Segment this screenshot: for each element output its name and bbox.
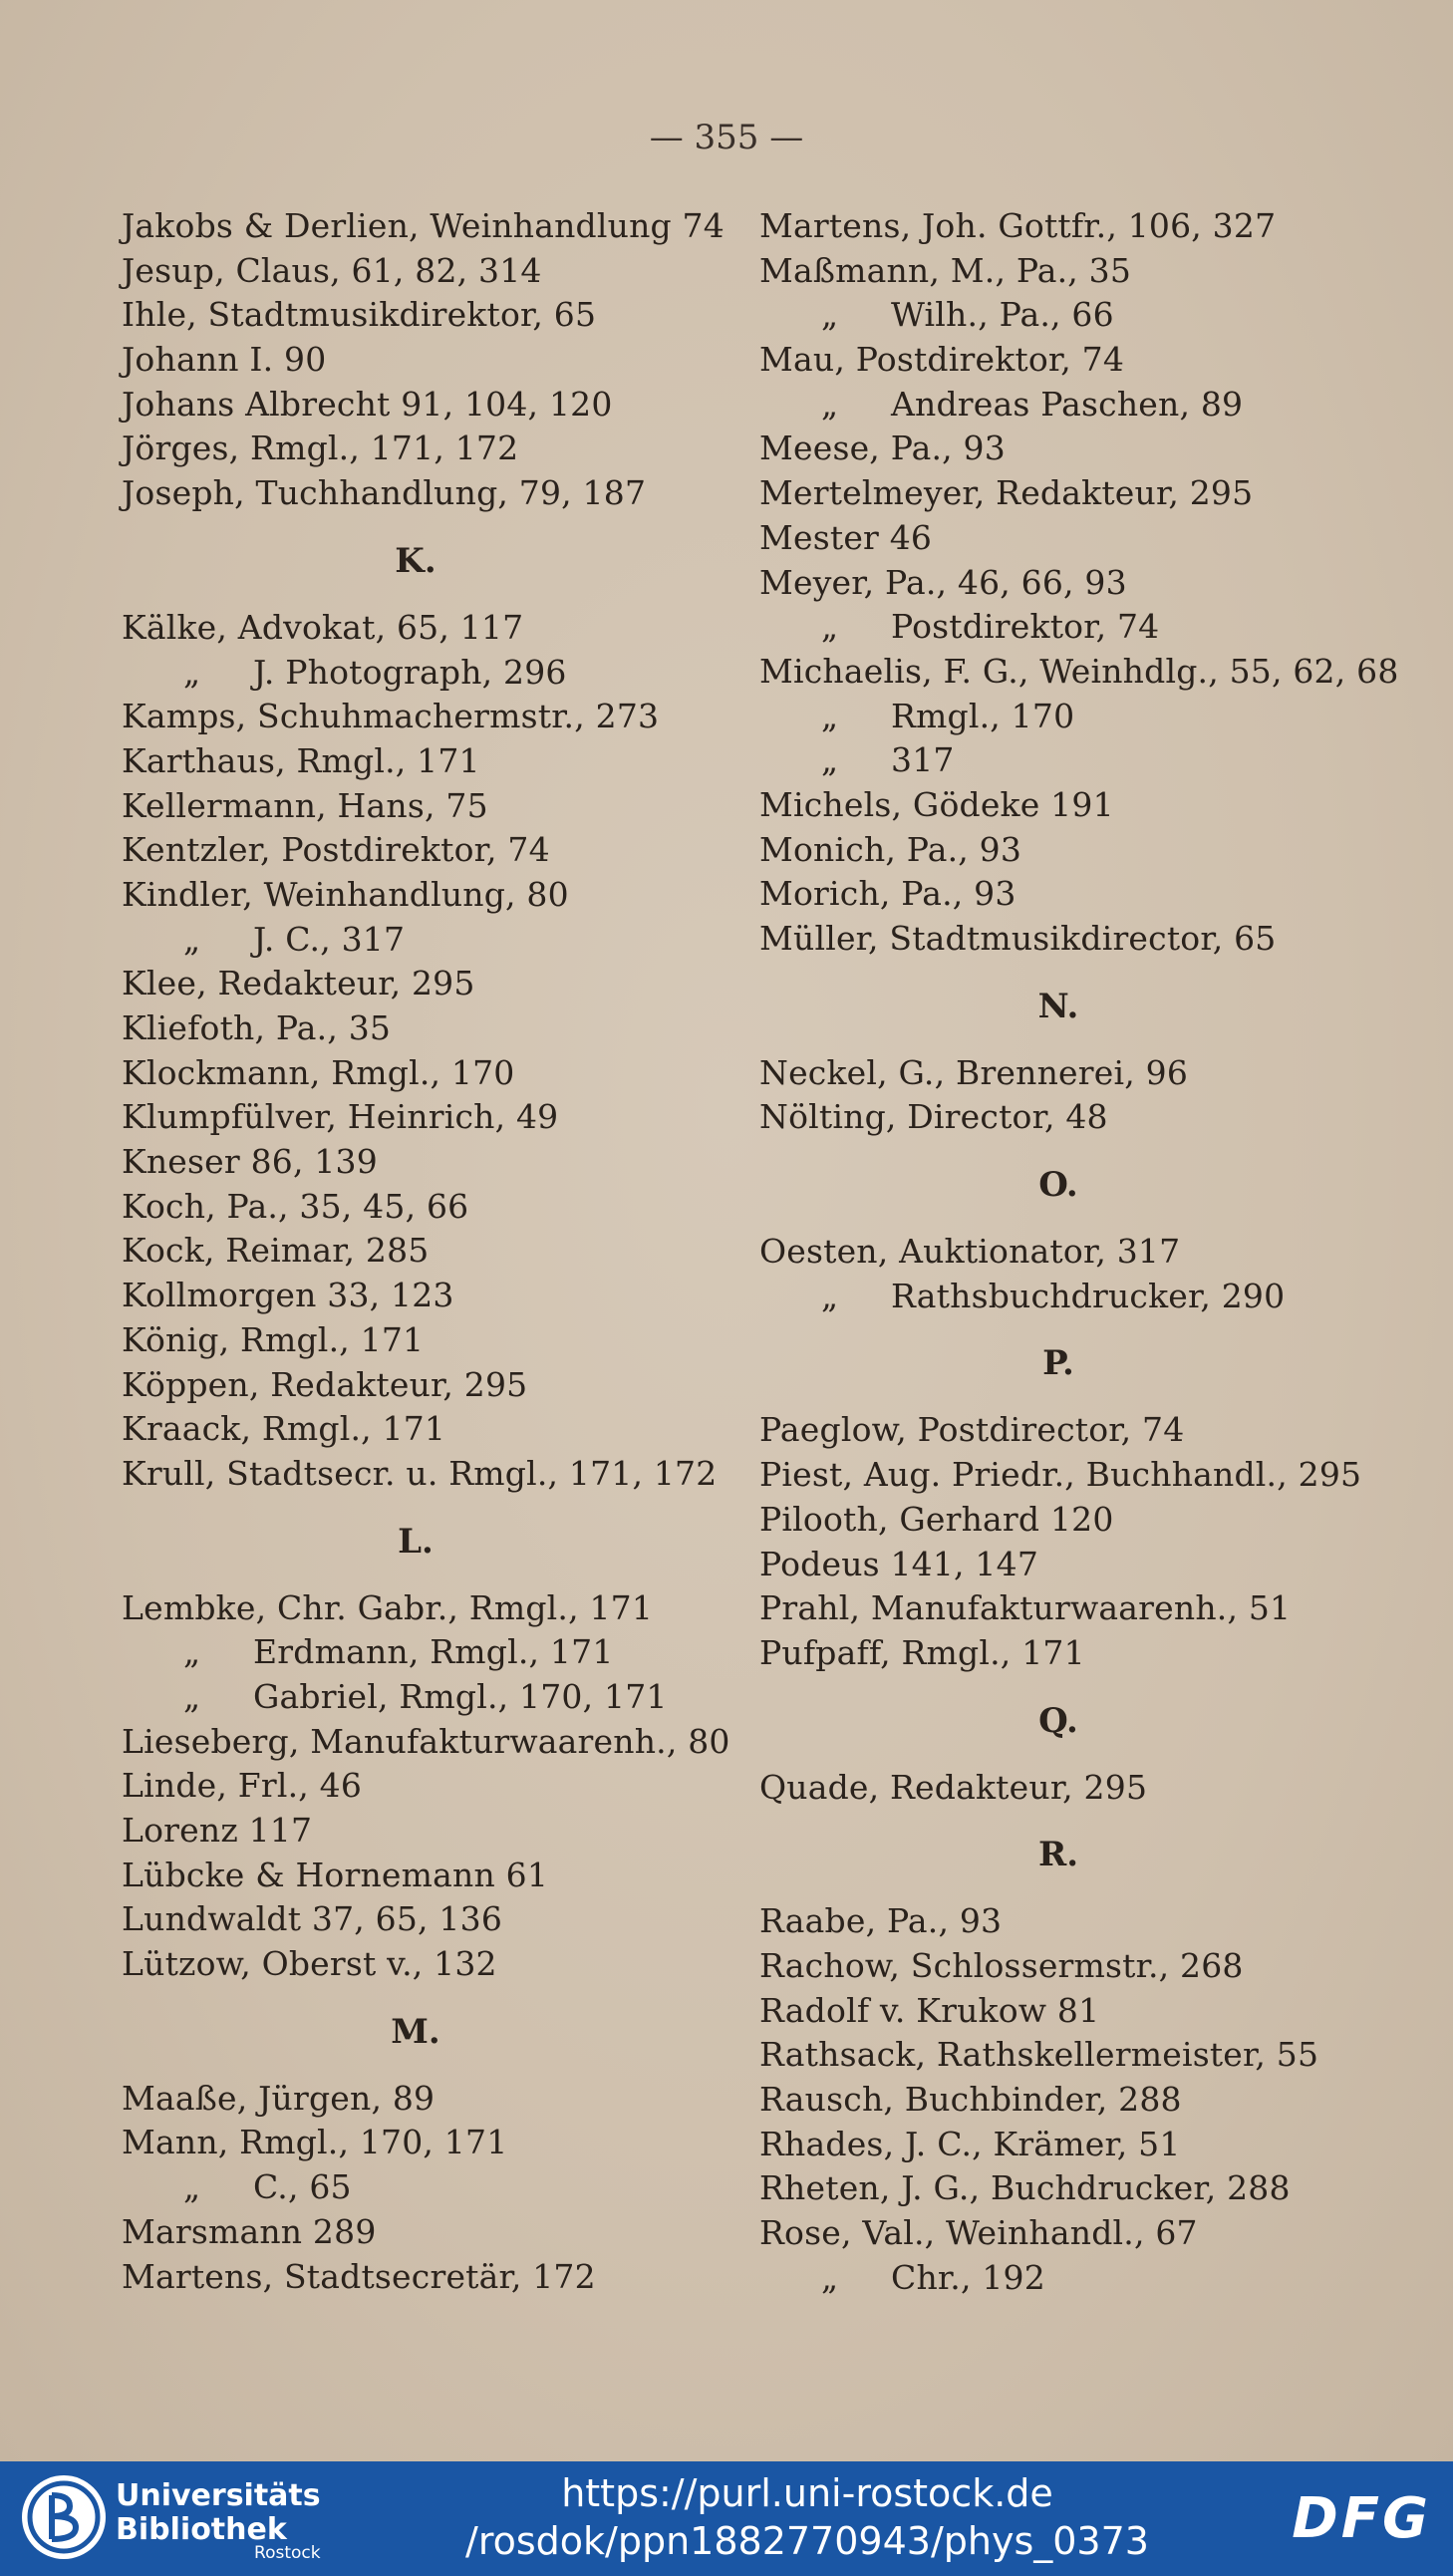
index-entry: Maßmann, M., Pa., 35	[759, 250, 1132, 290]
index-entry: Mann, Rmgl., 170, 171	[122, 2123, 508, 2162]
index-entry: Piest, Aug. Priedr., Buchhandl., 295	[759, 1455, 1362, 1495]
index-entry-text: Wilh., Pa., 66	[891, 295, 1114, 335]
index-entry-text: Rmgl., 170	[891, 696, 1075, 735]
index-entry: Koch, Pa., 35, 45, 66	[122, 1186, 469, 1226]
index-entry: Kneser 86, 139	[122, 1142, 378, 1182]
index-entry: Ihle, Stadtmusikdirektor, 65	[122, 295, 597, 335]
index-entry-text: Gabriel, Rmgl., 170, 171	[253, 1676, 668, 1716]
index-entry: Neckel, G., Brennerei, 96	[759, 1052, 1189, 1092]
index-entry: Rathsack, Rathskellermeister, 55	[759, 2035, 1319, 2075]
section-letter-heading: M.	[391, 2011, 440, 2052]
index-entry: Raabe, Pa., 93	[759, 1901, 1003, 1941]
index-entry-text: 317	[891, 740, 955, 780]
library-name	[116, 2479, 321, 2563]
index-entry	[122, 1675, 710, 1720]
ditto-mark: „	[821, 1276, 839, 1315]
index-entry: Martens, Joh. Gottfr., 106, 327	[759, 206, 1277, 245]
index-entry	[759, 1275, 1357, 1319]
index-entry: Klee, Redakteur, 295	[122, 964, 475, 1003]
index-entry: Lübcke & Hornemann 61	[122, 1855, 549, 1894]
index-entry: Klumpfülver, Heinrich, 49	[122, 1097, 559, 1137]
index-entry: Mertelmeyer, Redakteur, 295	[759, 473, 1254, 513]
index-column-left	[122, 204, 730, 2299]
index-entry-text: Erdmann, Rmgl., 171	[253, 1632, 614, 1672]
index-entry: Prahl, Manufakturwaarenh., 51	[759, 1588, 1292, 1628]
index-entry: Michaelis, F. G., Weinhdlg., 55, 62, 68	[759, 651, 1399, 691]
index-entry: Monich, Pa., 93	[759, 829, 1022, 869]
index-entry: Jesup, Claus, 61, 82, 314	[122, 250, 542, 290]
section-letter-heading: Q.	[1038, 1700, 1078, 1741]
index-entry: Pufpaff, Rmgl., 171	[759, 1632, 1085, 1672]
index-entry	[759, 605, 1357, 650]
index-entry-text: J. C., 317	[253, 919, 406, 959]
index-entry: König, Rmgl., 171	[122, 1319, 425, 1359]
index-entry: Kraack, Rmgl., 171	[122, 1409, 446, 1449]
index-entry: Kindler, Weinhandlung, 80	[122, 874, 569, 914]
index-entry: Johann I. 90	[122, 340, 327, 380]
index-entry: Morich, Pa., 93	[759, 874, 1017, 914]
index-entry: Lorenz 117	[122, 1811, 313, 1850]
section-letter-heading: K.	[395, 540, 436, 581]
index-entry	[759, 2256, 1357, 2301]
index-entry-text: Rathsbuchdrucker, 290	[891, 1276, 1286, 1315]
index-entry: Kliefoth, Pa., 35	[122, 1008, 392, 1047]
index-entry: Kellermann, Hans, 75	[122, 785, 488, 825]
index-entry: Johans Albrecht 91, 104, 120	[122, 384, 613, 424]
ditto-mark: „	[183, 1632, 201, 1672]
permalink-line1: https://purl.uni-rostock.de	[561, 2471, 1053, 2515]
index-entry-text: C., 65	[253, 2167, 352, 2207]
ditto-mark: „	[183, 2167, 201, 2207]
index-entry: Rose, Val., Weinhandl., 67	[759, 2213, 1198, 2253]
index-entry: Nölting, Director, 48	[759, 1097, 1108, 1137]
index-entry	[122, 918, 710, 963]
index-entry: Quade, Redakteur, 295	[759, 1767, 1148, 1807]
index-entry	[122, 2165, 710, 2210]
index-entry	[759, 695, 1357, 739]
index-entry-text: Postdirektor, 74	[891, 607, 1160, 647]
index-entry: Krull, Stadtsecr. u. Rmgl., 171, 172	[122, 1453, 718, 1493]
ditto-mark: „	[821, 384, 839, 424]
ditto-mark: „	[821, 607, 839, 647]
index-entry: Mau, Postdirektor, 74	[759, 340, 1125, 380]
index-entry: Lundwaldt 37, 65, 136	[122, 1899, 503, 1939]
index-entry: Oesten, Auktionator, 317	[759, 1232, 1181, 1272]
index-entry	[122, 1630, 710, 1675]
ditto-mark: „	[821, 295, 839, 335]
index-entry: Lembke, Chr. Gabr., Rmgl., 171	[122, 1587, 654, 1627]
index-entry: Meyer, Pa., 46, 66, 93	[759, 562, 1127, 602]
library-name-line1: Universitäts	[116, 2478, 321, 2513]
index-entry	[759, 383, 1357, 428]
index-entry: Klockmann, Rmgl., 170	[122, 1052, 515, 1092]
index-entry-text: J. Photograph, 296	[253, 652, 567, 692]
index-entry: Jörges, Rmgl., 171, 172	[122, 429, 519, 468]
index-entry: Rhades, J. C., Krämer, 51	[759, 2124, 1181, 2163]
ditto-mark: „	[183, 1676, 201, 1716]
index-entry: Linde, Frl., 46	[122, 1766, 363, 1806]
index-entry: Kollmorgen 33, 123	[122, 1276, 454, 1315]
index-entry: Meese, Pa., 93	[759, 429, 1006, 468]
library-name-line3: Rostock	[254, 2543, 321, 2563]
dfg-logo[interactable]: DFG	[1292, 2486, 1431, 2551]
index-entry: Joseph, Tuchhandlung, 79, 187	[122, 473, 647, 513]
index-entry: Podeus 141, 147	[759, 1544, 1039, 1583]
index-entry: Lieseberg, Manufakturwaarenh., 80	[122, 1721, 730, 1761]
ditto-mark: „	[183, 652, 201, 692]
permalink[interactable]	[438, 2469, 1176, 2565]
index-entry: Müller, Stadtmusikdirector, 65	[759, 919, 1277, 958]
section-letter-heading: O.	[1038, 1165, 1078, 1206]
index-entry: Lützow, Oberst v., 132	[122, 1944, 497, 1984]
index-entry: Jakobs & Derlien, Weinhandlung 74	[122, 206, 725, 245]
ub-logo-icon	[22, 2475, 106, 2559]
index-entry: Kälke, Advokat, 65, 117	[122, 607, 524, 647]
index-entry: Pilooth, Gerhard 120	[759, 1499, 1114, 1539]
index-entry: Rachow, Schlossermstr., 268	[759, 1945, 1244, 1985]
footer-bar	[0, 2461, 1453, 2576]
ditto-mark: „	[821, 2257, 839, 2297]
section-letter-heading: L.	[398, 1521, 434, 1562]
index-entry: Michels, Gödeke 191	[759, 784, 1114, 824]
ditto-mark: „	[821, 740, 839, 780]
index-entry: Marsmann 289	[122, 2211, 377, 2251]
index-entry: Kentzler, Postdirektor, 74	[122, 830, 550, 870]
index-entry: Kamps, Schuhmachermstr., 273	[122, 697, 660, 736]
index-entry-text: Andreas Paschen, 89	[891, 384, 1244, 424]
index-entry: Karthaus, Rmgl., 171	[122, 740, 480, 780]
page-number: — 355 —	[649, 118, 804, 157]
index-entry: Rheten, J. G., Buchdrucker, 288	[759, 2168, 1291, 2208]
index-column-right	[759, 204, 1399, 2300]
library-name-line2: Bibliothek	[116, 2512, 287, 2547]
index-entry	[122, 651, 710, 696]
index-entry: Köppen, Redakteur, 295	[122, 1364, 528, 1404]
index-entry: Martens, Stadtsecretär, 172	[122, 2256, 596, 2296]
index-entry: Maaße, Jürgen, 89	[122, 2078, 436, 2118]
ditto-mark: „	[821, 696, 839, 735]
permalink-line2: /rosdok/ppn1882770943/phys_0373	[465, 2519, 1149, 2563]
index-entry: Rausch, Buchbinder, 288	[759, 2080, 1182, 2119]
index-entry: Kock, Reimar, 285	[122, 1231, 430, 1271]
index-entry-text: Chr., 192	[891, 2257, 1045, 2297]
ditto-mark: „	[183, 919, 201, 959]
index-entry	[759, 738, 1357, 783]
library-logo[interactable]	[22, 2475, 106, 2559]
index-entry: Paeglow, Postdirector, 74	[759, 1410, 1185, 1450]
section-letter-heading: N.	[1037, 986, 1079, 1026]
index-entry	[759, 293, 1357, 338]
section-letter-heading: R.	[1037, 1835, 1079, 1875]
section-letter-heading: P.	[1042, 1343, 1074, 1384]
index-entry: Mester 46	[759, 517, 933, 557]
index-entry: Radolf v. Krukow 81	[759, 1990, 1100, 2030]
